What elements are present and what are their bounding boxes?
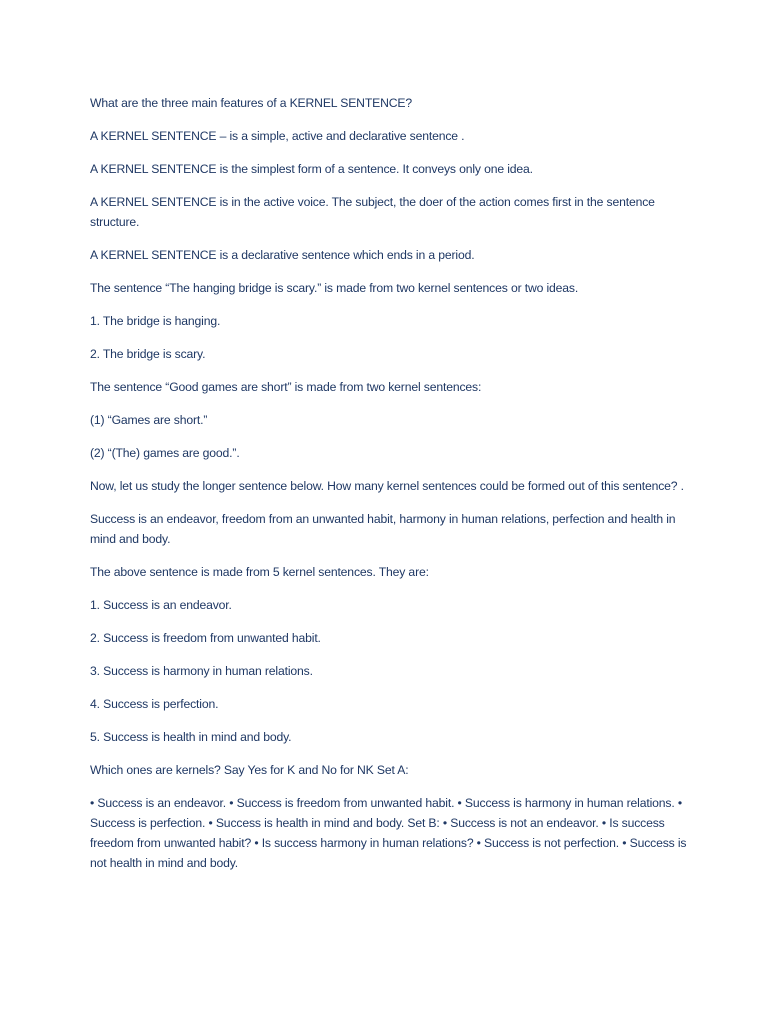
example-games-paragraph: The sentence “Good games are short” is made from two kernel sentences: (90, 380, 482, 394)
success-kernel-2: 2. Success is freedom from unwanted habit. (90, 631, 321, 645)
exercise-question: Which ones are kernels? Say Yes for K and No for NK Set A: (90, 763, 409, 777)
bridge-kernel-1: 1. The bridge is hanging. (90, 314, 221, 328)
definition-paragraph: A KERNEL SENTENCE – is a simple, active and declarative sentence . (90, 129, 465, 143)
bridge-kernel-2: 2. The bridge is scary. (90, 347, 206, 361)
question-heading: What are the three main features of a KERNEL SENTENCE? (90, 96, 413, 110)
example-bridge-paragraph: The sentence “The hanging bridge is scary.” is made from two kernel sentences or two ideas. (90, 281, 579, 295)
games-kernel-2: (2) “(The) games are good.”. (90, 446, 240, 460)
success-kernel-4: 4. Success is perfection. (90, 697, 219, 711)
feature-active-paragraph: A KERNEL SENTENCE is in the active voice. The subject, the doer of the action comes first in the sentence structure. (90, 195, 655, 229)
longer-sentence-intro: Now, let us study the longer sentence below. How many kernel sentences could be formed out of this sentence? . (90, 479, 684, 493)
five-kernels-intro: The above sentence is made from 5 kernel sentences. They are: (90, 565, 429, 579)
feature-declarative-paragraph: A KERNEL SENTENCE is a declarative sentence which ends in a period. (90, 248, 475, 262)
exercise-sets: • Success is an endeavor. • Success is freedom from unwanted habit. • Success is harmony in human relations. • Success is perfection. • Success is health in mind and body. Set B: • Success is not an endeavor. • Is success freedom from unwanted habit? • Is success harmony in human relations? • Success is not perfection. • Success is not health in mind and body. (90, 796, 687, 870)
document-body (90, 93, 690, 886)
success-kernel-5: 5. Success is health in mind and body. (90, 730, 292, 744)
success-kernel-1: 1. Success is an endeavor. (90, 598, 232, 612)
games-kernel-1: (1) “Games are short.” (90, 413, 208, 427)
success-kernel-3: 3. Success is harmony in human relations. (90, 664, 313, 678)
feature-simple-paragraph: A KERNEL SENTENCE is the simplest form of a sentence. It conveys only one idea. (90, 162, 533, 176)
success-sentence: Success is an endeavor, freedom from an unwanted habit, harmony in human relations, perfection and health in mind and body. (90, 512, 676, 546)
